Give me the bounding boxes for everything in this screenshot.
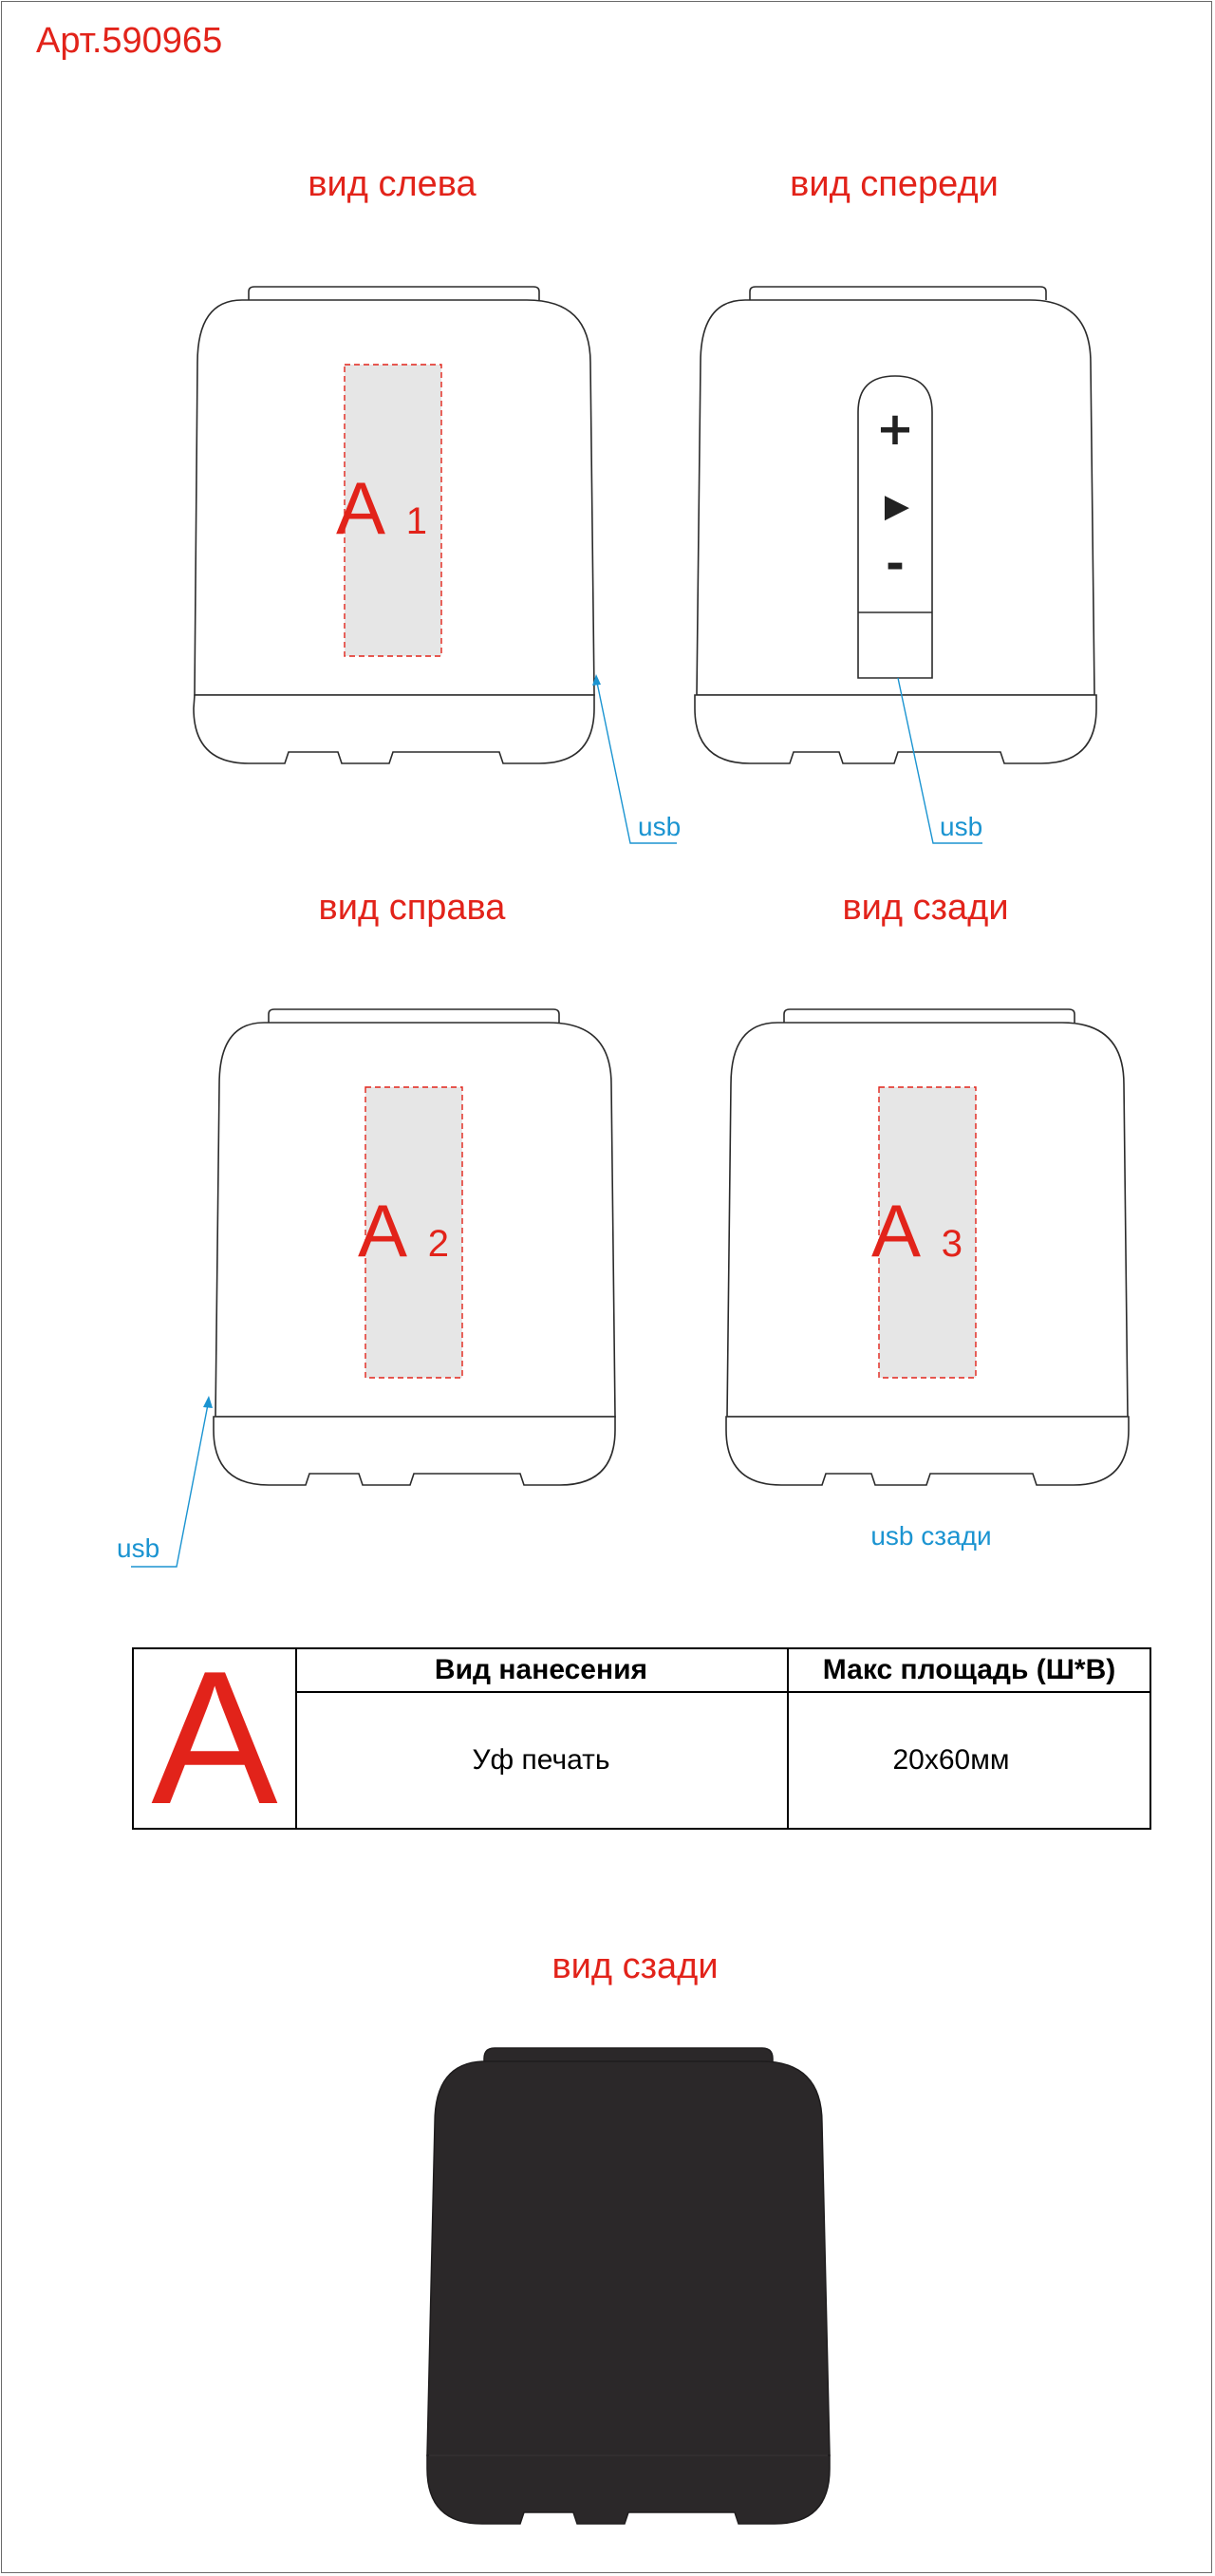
speaker-base — [194, 695, 594, 763]
zone-index: 1 — [405, 500, 427, 542]
view-title-front: вид спереди — [790, 164, 999, 204]
view-title-back: вид сзади — [842, 888, 1009, 928]
play-button[interactable]: ▶ — [884, 487, 910, 525]
method-letter: А — [134, 1649, 297, 1828]
speaker-photo-back — [427, 2048, 830, 2524]
zone-index: 2 — [427, 1223, 449, 1265]
zone-index: 3 — [941, 1223, 963, 1265]
usb-callout-left — [592, 674, 681, 843]
speaker-base — [427, 2455, 830, 2524]
method-value: Уф печать — [295, 1693, 789, 1828]
speaker-body — [427, 2061, 830, 2455]
usb-label-left: usb — [638, 812, 682, 841]
speaker-base — [726, 1417, 1129, 1485]
speaker-base — [695, 695, 1096, 763]
col-method-header: Вид нанесения — [295, 1649, 789, 1693]
usb-label-front: usb — [940, 812, 983, 841]
usb-label-right: usb — [117, 1533, 160, 1563]
top-cap — [784, 1009, 1075, 1023]
view-title-left: вид слева — [308, 164, 477, 204]
area-value: 20х60мм — [892, 1744, 1010, 1776]
zone-label-a2: А 2 — [358, 1189, 449, 1272]
volume-down-button[interactable]: - — [886, 537, 905, 591]
speaker-base — [214, 1417, 615, 1485]
top-cap — [249, 287, 539, 300]
view-title-photo: вид сзади — [551, 1946, 719, 1986]
usb-label-back: usb сзади — [870, 1521, 992, 1551]
top-cap — [750, 287, 1046, 300]
article-number: Арт.590965 — [36, 21, 223, 61]
usb-callout-right — [117, 1396, 213, 1567]
application-spec-table — [132, 1632, 1151, 1844]
zone-label-a3: А 3 — [871, 1189, 963, 1272]
zone-label-a1: А 1 — [336, 466, 427, 550]
view-title-right: вид справа — [318, 888, 506, 928]
volume-up-button[interactable]: + — [875, 403, 915, 456]
top-cap — [269, 1009, 559, 1023]
col-area-header: Макс площадь (Ш*В) — [789, 1649, 1150, 1693]
